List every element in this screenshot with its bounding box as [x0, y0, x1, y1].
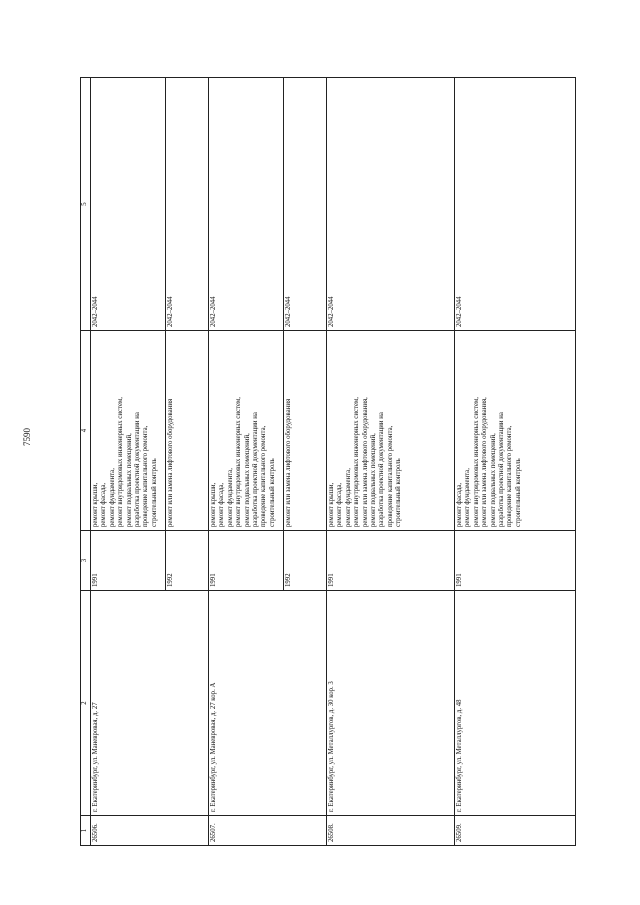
- repair-works-cell: [327, 331, 455, 531]
- table-row: [209, 78, 327, 846]
- work-item: проведение капитального ремонта,: [260, 425, 268, 527]
- works-list: [328, 334, 404, 527]
- year-value: 1992: [283, 531, 293, 590]
- work-item: разработка проектной документации на: [378, 412, 386, 527]
- row-number: 26509.: [455, 816, 576, 846]
- repair-period-cell: [91, 78, 209, 331]
- column-header-3: 3: [81, 531, 91, 591]
- rotated-table-wrapper: [80, 78, 565, 846]
- year-value: 1991: [92, 573, 99, 587]
- repair-works-cell: [455, 331, 576, 531]
- work-item: ремонт подвальных помещений,: [370, 433, 378, 527]
- work-item: ремонт фасада,: [100, 482, 108, 527]
- work-item: ремонт крыши,: [210, 482, 217, 527]
- works-list: [456, 334, 523, 527]
- work-item: разработка проектной документации на: [498, 412, 506, 527]
- work-item: ремонт подвальных помещений,: [489, 433, 497, 527]
- period-value: 2042–2044: [210, 296, 217, 327]
- page-number: 7590: [22, 428, 32, 446]
- address-cell: г. Екатеринбург, ул. Маневровая, д. 27 кор. А: [209, 591, 327, 816]
- commission-year-cell: [455, 531, 576, 591]
- year-value: 1991: [210, 573, 217, 587]
- repair-works-cell: [209, 331, 327, 531]
- column-header-2: 2: [81, 591, 91, 816]
- work-item: ремонт крыши,: [328, 482, 335, 527]
- work-item: ремонт крыши,: [92, 482, 99, 527]
- address-cell: г. Екатеринбург, ул. Металлургов, д. 30 кор. 3: [327, 591, 455, 816]
- period-value: 2042–2044: [328, 296, 335, 327]
- work-item: ремонт внутридомовых инженерных систем,: [353, 397, 361, 527]
- row-number: 26508.: [327, 816, 455, 846]
- column-header-1: 1: [81, 816, 91, 846]
- row-number: 26507.: [209, 816, 327, 846]
- work-item: проведение капитального ремонта,: [142, 425, 150, 527]
- year-value: 1991: [456, 573, 463, 587]
- address-cell: г. Екатеринбург, ул. Металлургов, д. 48: [455, 591, 576, 816]
- work-item: строительный контроль: [514, 458, 522, 527]
- commission-year-cell: [209, 531, 327, 591]
- period-value: 2042–2044: [456, 296, 463, 327]
- header-row: [81, 78, 91, 846]
- work-item: проведение капитального ремонта,: [386, 425, 394, 527]
- address-cell: г. Екатеринбург, ул. Маневровая, д. 27: [91, 591, 209, 816]
- work-item: ремонт или замена лифтового оборудования: [285, 398, 293, 527]
- work-item: ремонт фасада,: [218, 482, 226, 527]
- work-item: ремонт или замена лифтового оборудования,: [481, 397, 489, 527]
- works-list: [92, 334, 159, 527]
- works-list: [165, 331, 175, 530]
- work-item: разработка проектной документации на: [252, 412, 260, 527]
- work-item: ремонт фундамента,: [464, 468, 472, 527]
- work-item: ремонт фундамента,: [226, 468, 234, 527]
- table-row: [327, 78, 455, 846]
- commission-year-cell: [327, 531, 455, 591]
- work-item: ремонт или замена лифтового оборудования: [167, 398, 175, 527]
- work-item: разработка проектной документации на: [134, 412, 142, 527]
- repair-period-cell: [209, 78, 327, 331]
- work-item: ремонт внутридомовых инженерных систем,: [472, 397, 480, 527]
- year-value: 1991: [328, 573, 335, 587]
- work-item: строительный контроль: [150, 458, 158, 527]
- column-header-5: 5: [81, 78, 91, 331]
- work-item: ремонт фасада,: [456, 482, 463, 527]
- work-item: ремонт или замена лифтового оборудования,: [361, 397, 369, 527]
- table-body: [91, 78, 576, 846]
- repair-period-cell: [455, 78, 576, 331]
- period-value: 2042–2044: [283, 78, 293, 330]
- capital-repair-table: [80, 77, 576, 846]
- row-number: 26506.: [91, 816, 209, 846]
- repair-period-cell: [327, 78, 455, 331]
- work-item: ремонт фундамента,: [108, 468, 116, 527]
- work-item: ремонт внутридомовых инженерных систем,: [235, 397, 243, 527]
- repair-works-cell: [91, 331, 209, 531]
- work-item: строительный контроль: [395, 458, 403, 527]
- work-item: строительный контроль: [268, 458, 276, 527]
- works-list: [283, 331, 293, 530]
- work-item: ремонт подвальных помещений,: [125, 433, 133, 527]
- period-value: 2042–2044: [165, 78, 175, 330]
- period-value: 2042–2044: [92, 296, 99, 327]
- table-row: [455, 78, 576, 846]
- column-header-4: 4: [81, 331, 91, 531]
- work-item: ремонт подвальных помещений,: [243, 433, 251, 527]
- work-item: ремонт внутридомовых инженерных систем,: [117, 397, 125, 527]
- commission-year-cell: [91, 531, 209, 591]
- work-item: проведение капитального ремонта,: [506, 425, 514, 527]
- year-value: 1992: [165, 531, 175, 590]
- works-list: [210, 334, 277, 527]
- table-row: [91, 78, 209, 846]
- work-item: ремонт фасада,: [336, 482, 344, 527]
- work-item: ремонт фундамента,: [344, 468, 352, 527]
